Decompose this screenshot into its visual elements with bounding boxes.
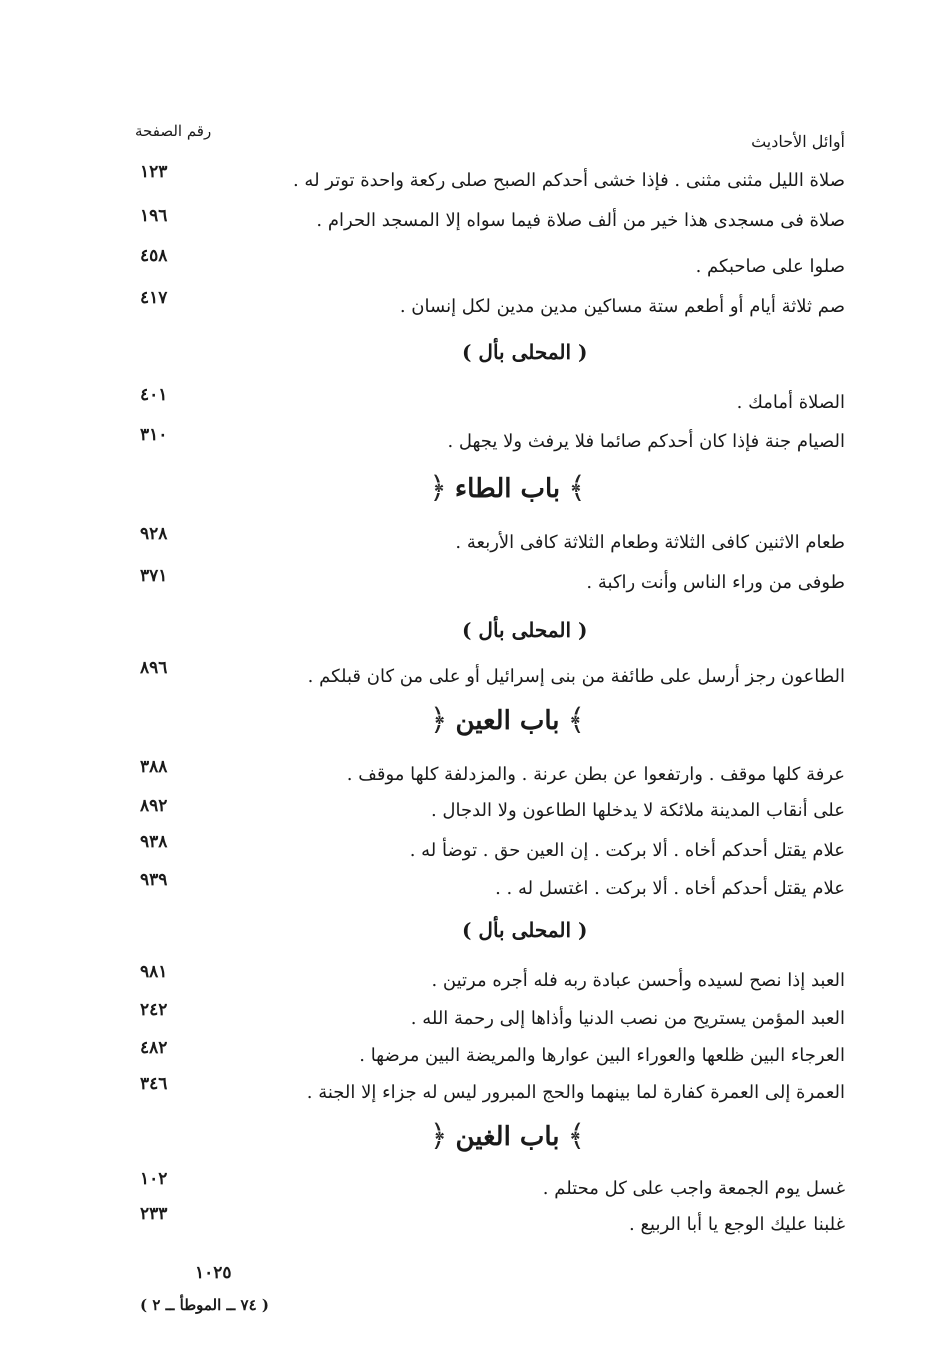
page-number: ١٠٢٥: [195, 1263, 232, 1283]
index-title: أوائل الأحاديث: [751, 132, 845, 151]
page-ref: ٤١٧: [140, 288, 168, 308]
ornament-bracket-icon: ﴿: [429, 703, 448, 738]
hadith-entry: صلاة فى مسجدى هذا خير من ألف صلاة فيما سواه إلا المسجد الحرام .: [316, 210, 845, 231]
page-ref: ٤٠١: [140, 385, 168, 405]
page-ref: ١٢٣: [140, 162, 168, 182]
page-ref: ٤٥٨: [140, 246, 168, 266]
subheading-mohalla: ( المحلى بأل ): [462, 618, 588, 642]
hadith-entry: العبد المؤمن يستريح من نصب الدنيا وأذاها إلى رحمة الله .: [410, 1008, 845, 1029]
page-ref: ٩٣٩: [140, 870, 168, 890]
section-heading-ta: ﴾ باب الطاء ﴿: [429, 471, 586, 506]
hadith-entry: علام يقتل أحدكم أخاه . ألا بركت . إن العين حق . توضأ له .: [409, 840, 845, 861]
hadith-entry: طعام الاثنين كافى الثلاثة وطعام الثلاثة كافى الأربعة .: [455, 532, 845, 553]
ornament-bracket-icon: ﴾: [567, 703, 586, 738]
hadith-entry: الطاعون رجز أرسل على طائفة من بنى إسرائيل أو على من كان قبلكم .: [307, 666, 845, 687]
hadith-entry: علام يقتل أحدكم أخاه . ألا بركت . اغتسل له . .: [495, 878, 845, 899]
page-ref: ٣٨٨: [140, 757, 168, 777]
subheading-mohalla: ( المحلى بأل ): [462, 340, 588, 364]
hadith-entry: الصلاة أمامك .: [736, 392, 845, 413]
section-heading-ain: ﴾ باب العين ﴿: [429, 703, 586, 738]
page-column-label: رقم الصفحة: [135, 122, 212, 140]
hadith-entry: العرجاء البين ظلعها والعوراء البين عوارها والمريضة البين مرضها .: [359, 1045, 845, 1066]
page-ref: ٩٨١: [140, 962, 168, 982]
hadith-entry: العمرة إلى العمرة كفارة لما بينهما والحج المبرور ليس له جزاء إلا الجنة .: [306, 1082, 845, 1103]
page-ref: ٢٣٣: [140, 1204, 168, 1224]
page-ref: ٩٢٨: [140, 524, 168, 544]
hadith-entry: العبد إذا نصح لسيده وأحسن عبادة ربه فله أجره مرتين .: [431, 970, 845, 991]
section-heading-ghain: ﴾ باب الغين ﴿: [429, 1119, 586, 1154]
ornament-bracket-icon: ﴿: [429, 471, 447, 506]
page-ref: ٣٤٦: [140, 1074, 168, 1094]
page-ref: ٩٣٨: [140, 832, 168, 852]
ornament-bracket-icon: ﴾: [567, 1119, 586, 1154]
hadith-entry: طوفى من وراء الناس وأنت راكبة .: [586, 572, 845, 593]
hadith-entry: غسل يوم الجمعة واجب على كل محتلم .: [542, 1178, 845, 1199]
ornament-bracket-icon: ﴾: [568, 471, 586, 506]
page-ref: ٨٩٦: [140, 658, 168, 678]
page-ref: ١٠٢: [140, 1169, 168, 1189]
hadith-entry: صلاة الليل مثنى مثنى . فإذا خشى أحدكم الصبح صلى ركعة واحدة توتر له .: [292, 170, 845, 191]
page-ref: ١٩٦: [140, 206, 168, 226]
page-ref: ٣١٠: [140, 425, 168, 445]
hadith-entry: الصيام جنة فإذا كان أحدكم صائما فلا يرفث ولا يجهل .: [447, 431, 845, 452]
page-ref: ٨٩٢: [140, 796, 168, 816]
hadith-entry: صم ثلاثة أيام أو أطعم ستة مساكين مدين مدين لكل إنسان .: [399, 296, 845, 317]
subheading-mohalla: ( المحلى بأل ): [462, 918, 588, 942]
page-ref: ٤٨٢: [140, 1038, 168, 1058]
hadith-entry: غلبنا عليك الوجع يا أبا الربيع .: [629, 1214, 845, 1235]
page-ref: ٢٤٢: [140, 1000, 168, 1020]
hadith-entry: عرفة كلها موقف . وارتفعوا عن بطن عرنة . والمزدلفة كلها موقف .: [346, 764, 845, 785]
ornament-bracket-icon: ﴿: [429, 1119, 448, 1154]
hadith-entry: صلوا على صاحبكم .: [695, 256, 845, 277]
page-ref: ٣٧١: [140, 566, 168, 586]
hadith-entry: على أنقاب المدينة ملائكة لا يدخلها الطاعون ولا الدجال .: [430, 800, 845, 821]
signature-ref: ( ٧٤ ــ الموطأ ــ ٢ ): [140, 1296, 269, 1314]
